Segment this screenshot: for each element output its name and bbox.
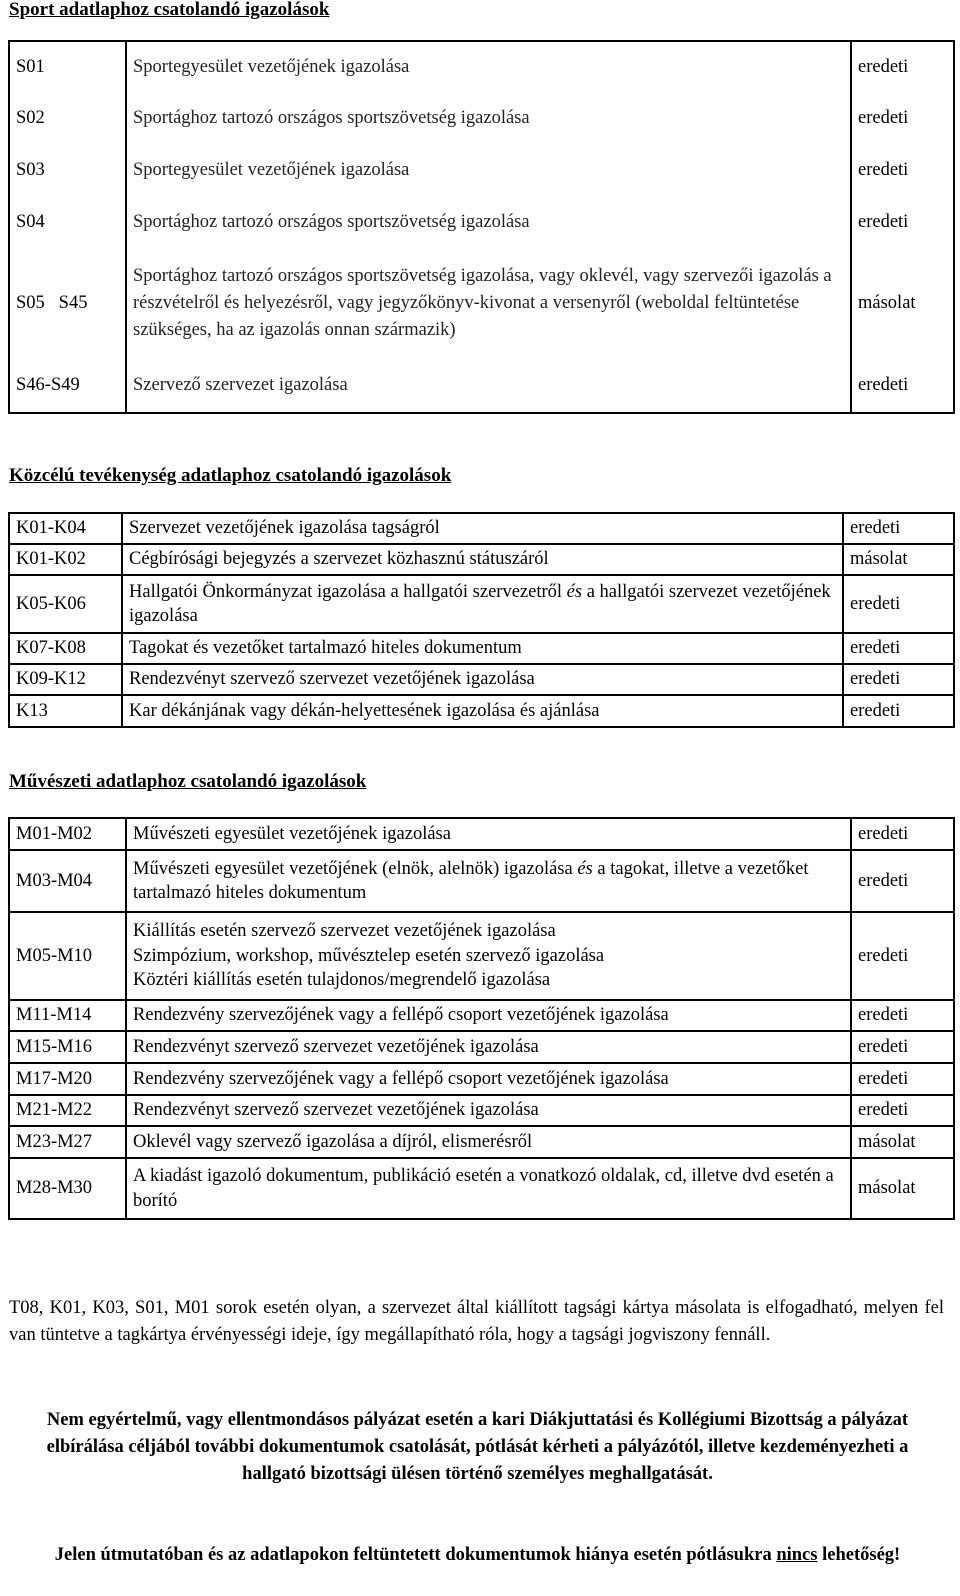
row-status: eredeti xyxy=(843,575,954,633)
row-status: eredeti xyxy=(851,196,954,248)
row-status: eredeti xyxy=(843,513,954,544)
table-row xyxy=(9,1158,954,1219)
row-status: eredeti xyxy=(843,664,954,695)
notice-underlined-text: nincs xyxy=(776,1545,818,1565)
table-row xyxy=(9,695,954,727)
row-code: M11-M14 xyxy=(9,1000,126,1031)
sport-table xyxy=(8,40,955,414)
row-code: K01-K04 xyxy=(9,513,122,544)
row-description: Rendezvény szervezőjének vagy a fellépő csoport vezetőjének igazolása xyxy=(126,1063,851,1095)
row-code: M01-M02 xyxy=(9,818,126,850)
row-description: Sportághoz tartozó országos sportszövetség igazolása xyxy=(126,196,851,248)
row-description: Rendezvény szervezőjének vagy a fellépő csoport vezetőjének igazolása xyxy=(126,1000,851,1031)
row-description: Rendezvényt szervező szervezet vezetőjének igazolása xyxy=(122,664,843,695)
row-status: másolat xyxy=(843,544,954,575)
row-status: eredeti xyxy=(851,912,954,1000)
row-description: Sportághoz tartozó országos sportszövetség igazolása, vagy oklevél, vagy szervezői igazolás a részvételről és helyezésről, vagy jegyzőkönyv-kivonat a versenyről (weboldal feltüntetése szükséges, ha az igazolás onnan származik) xyxy=(126,248,851,359)
row-code: K13 xyxy=(9,695,122,727)
desc-italic-text: és xyxy=(566,581,583,602)
table-row xyxy=(9,664,954,695)
table-row xyxy=(9,850,954,912)
row-status: eredeti xyxy=(851,1063,954,1095)
table-row xyxy=(9,41,954,93)
table-row xyxy=(9,575,954,633)
committee-warning: Nem egyértelmű, vagy ellentmondásos pályázat esetén a kari Diákjuttatási és Kollégiumi Bizottság a pályázat elbírálása céljából további dokumentumok csatolását, pótlását kérheti a pályázótól, illetve kezdeményezheti a hallgató bizottsági ülésen történő személyes meghallgatását. xyxy=(46,1410,909,1484)
membership-card-note: T08, K01, K03, S01, M01 sorok esetén olyan, a szervezet által kiállított tagsági kártya másolata is elfogadható, melyen fel van tüntetve a tagkártya érvényességi ideje, így megállapítható róla, hogy a tagsági jogviszony fennáll. xyxy=(9,1298,944,1345)
table-row xyxy=(9,544,954,575)
row-status: eredeti xyxy=(851,41,954,93)
row-code: K07-K08 xyxy=(9,633,122,664)
row-status: eredeti xyxy=(851,359,954,413)
row-status: másolat xyxy=(851,1158,954,1219)
desc-line: Köztéri kiállítás esetén tulajdonos/megrendelő igazolása xyxy=(133,970,551,991)
row-status: eredeti xyxy=(851,144,954,196)
table-row xyxy=(9,359,954,413)
sport-section-title: Sport adatlaphoz csatolandó igazolások xyxy=(9,0,330,20)
row-description: Cégbírósági bejegyzés a szervezet közhasznú státuszáról xyxy=(122,544,843,575)
row-status: eredeti xyxy=(851,1095,954,1126)
desc-text: Hallgatói Önkormányzat igazolása a hallgatói szervezetről xyxy=(129,581,567,602)
row-code: M23-M27 xyxy=(9,1126,126,1158)
notice-text: Jelen útmutatóban és az adatlapokon feltüntetett dokumentumok hiánya esetén pótlásukra xyxy=(54,1545,777,1565)
row-code: M21-M22 xyxy=(9,1095,126,1126)
row-status: eredeti xyxy=(851,1000,954,1031)
table-row xyxy=(9,196,954,248)
row-code: S02 xyxy=(9,93,126,144)
row-description xyxy=(126,850,851,912)
row-description: Rendezvényt szervező szervezet vezetőjének igazolása xyxy=(126,1031,851,1063)
table-row xyxy=(9,93,954,144)
row-status: eredeti xyxy=(851,1031,954,1063)
row-description xyxy=(126,912,851,1000)
row-status: eredeti xyxy=(843,633,954,664)
row-code: K01-K02 xyxy=(9,544,122,575)
desc-text: a tagokat, illetve a vezetőket tartalmazó hiteles dokumentum xyxy=(133,858,809,903)
row-code: K09-K12 xyxy=(9,664,122,695)
row-status: másolat xyxy=(851,248,954,359)
missing-documents-notice xyxy=(20,1542,935,1569)
row-description: Rendezvényt szervező szervezet vezetőjének igazolása xyxy=(126,1095,851,1126)
row-code: S01 xyxy=(9,41,126,93)
row-code: S03 xyxy=(9,144,126,196)
row-description: Kar dékánjának vagy dékán-helyettesének igazolása és ajánlása xyxy=(122,695,843,727)
row-description xyxy=(122,575,843,633)
row-code: S46-S49 xyxy=(9,359,126,413)
row-code: M17-M20 xyxy=(9,1063,126,1095)
row-description: Szervezet vezetőjének igazolása tagságról xyxy=(122,513,843,544)
kozcelu-section-title: Közcélú tevékenység adatlaphoz csatolandó igazolások xyxy=(9,465,452,486)
desc-text: Művészeti egyesület vezetőjének (elnök, alelnök) igazolása xyxy=(133,858,578,879)
table-row xyxy=(9,1000,954,1031)
row-description: Oklevél vagy szervező igazolása a díjról, elismerésről xyxy=(126,1126,851,1158)
desc-line: Kiállítás esetén szervező szervezet vezetőjének igazolása xyxy=(133,921,556,942)
row-code: M15-M16 xyxy=(9,1031,126,1063)
row-code: M03-M04 xyxy=(9,850,126,912)
table-row xyxy=(9,633,954,664)
row-description: Sportegyesület vezetőjének igazolása xyxy=(126,144,851,196)
row-status: eredeti xyxy=(851,850,954,912)
row-code: M05-M10 xyxy=(9,912,126,1000)
table-row xyxy=(9,144,954,196)
row-status: eredeti xyxy=(843,695,954,727)
row-description: Sportegyesület vezetőjének igazolása xyxy=(126,41,851,93)
table-row xyxy=(9,1095,954,1126)
row-code: S04 xyxy=(9,196,126,248)
row-status: eredeti xyxy=(851,93,954,144)
row-description: Sportághoz tartozó országos sportszövetség igazolása xyxy=(126,93,851,144)
row-description: Szervező szervezet igazolása xyxy=(126,359,851,413)
row-status: másolat xyxy=(851,1126,954,1158)
table-row xyxy=(9,513,954,544)
kozcelu-table xyxy=(8,512,955,728)
desc-text: a hallgatói szervezet vezetőjének igazolása xyxy=(129,581,831,626)
row-status: eredeti xyxy=(851,818,954,850)
table-row xyxy=(9,912,954,1000)
table-row xyxy=(9,248,954,359)
row-code: M28-M30 xyxy=(9,1158,126,1219)
desc-line: Szimpózium, workshop, művésztelep esetén szervező igazolása xyxy=(133,945,605,966)
table-row xyxy=(9,1126,954,1158)
row-code: S05 S45 xyxy=(9,248,126,359)
table-row xyxy=(9,1031,954,1063)
table-row xyxy=(9,1063,954,1095)
row-description: Tagokat és vezetőket tartalmazó hiteles dokumentum xyxy=(122,633,843,664)
table-row xyxy=(9,818,954,850)
row-description: Művészeti egyesület vezetőjének igazolása xyxy=(126,818,851,850)
row-description: A kiadást igazoló dokumentum, publikáció esetén a vonatkozó oldalak, cd, illetve dvd esetén a borító xyxy=(126,1158,851,1219)
desc-italic-text: és xyxy=(577,858,593,879)
row-code: K05-K06 xyxy=(9,575,122,633)
muveszeti-section-title: Művészeti adatlaphoz csatolandó igazolások xyxy=(9,771,367,792)
notice-text: lehetőség! xyxy=(817,1545,901,1565)
muveszeti-table xyxy=(8,817,955,1220)
